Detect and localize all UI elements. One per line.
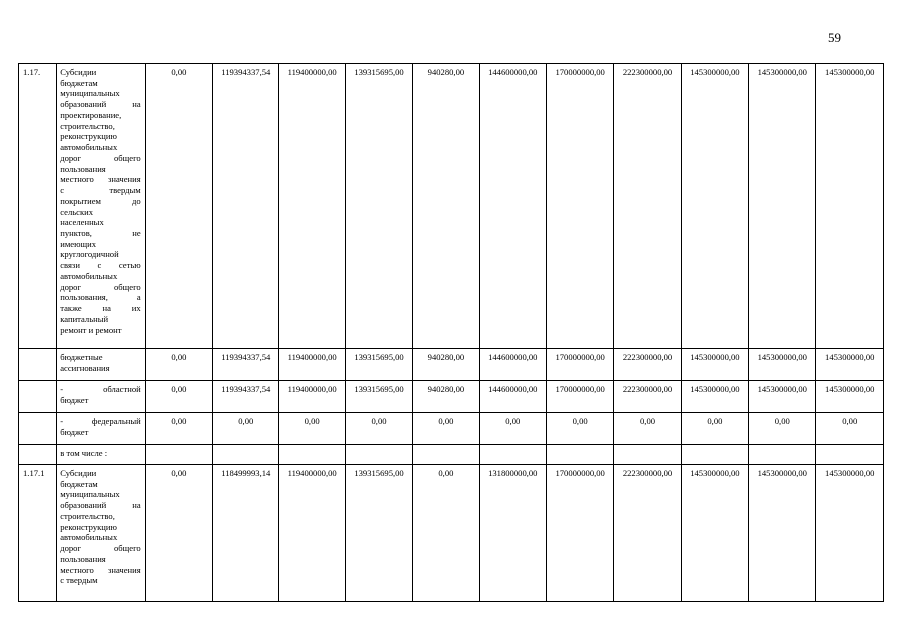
value-cell: 0,00 — [145, 381, 212, 413]
value-cell: 119400000,00 — [279, 381, 345, 413]
value-cell: 170000000,00 — [546, 465, 613, 602]
value-cell: 940280,00 — [413, 64, 479, 349]
value-cell: 119400000,00 — [279, 64, 345, 349]
value-cell: 119400000,00 — [279, 465, 345, 602]
table-row — [19, 349, 884, 381]
description-line: муниципальных — [60, 88, 120, 99]
value-cell: 145300000,00 — [681, 349, 748, 381]
description-line: пользования — [60, 553, 106, 564]
description-line: Субсидии — [60, 468, 97, 478]
value-cell: 119394337,54 — [213, 64, 279, 349]
value-cell: 139315695,00 — [345, 64, 412, 349]
value-cell: 144600000,00 — [479, 64, 546, 349]
value-cell: 170000000,00 — [546, 64, 613, 349]
value-cell: 940280,00 — [413, 349, 479, 381]
value-cell: 170000000,00 — [546, 381, 613, 413]
value-cell: 0,00 — [279, 413, 345, 445]
value-cell — [749, 445, 816, 465]
description-line: автомобильных — [60, 142, 118, 153]
description-line: автомобильных — [60, 532, 118, 543]
description-line: круглогодичной — [60, 249, 119, 260]
value-cell: 0,00 — [546, 413, 613, 445]
value-cell: 0,00 — [413, 465, 479, 602]
value-cell: 145300000,00 — [749, 381, 816, 413]
description-line: имеющих — [60, 238, 97, 249]
value-cell — [681, 445, 748, 465]
value-cell: 145300000,00 — [681, 381, 748, 413]
value-cell: 119400000,00 — [279, 349, 345, 381]
value-cell: 139315695,00 — [345, 381, 412, 413]
row-code — [19, 349, 57, 381]
description-line: реконструкцию — [60, 521, 117, 532]
row-code — [19, 413, 57, 445]
description-line: - федеральный — [60, 416, 141, 426]
value-cell: 139315695,00 — [345, 349, 412, 381]
value-cell: 0,00 — [145, 465, 212, 602]
value-cell: 222300000,00 — [614, 349, 681, 381]
description-line: автомобильных — [60, 270, 118, 281]
description-line: реконструкцию — [60, 131, 117, 142]
value-cell: 144600000,00 — [479, 349, 546, 381]
description-line: ремонт и ремонт — [60, 324, 122, 335]
page-number: 59 — [828, 30, 841, 45]
description-line: в том числе : — [60, 448, 108, 458]
value-cell: 145300000,00 — [681, 64, 748, 349]
value-cell — [479, 445, 546, 465]
value-cell — [279, 445, 345, 465]
description-line: проектирование, — [60, 109, 122, 120]
description-line: бюджетные — [60, 352, 103, 362]
description-line: бюджетам — [60, 77, 98, 88]
description-line: ассигнования — [60, 362, 110, 373]
description-line: пользования — [60, 163, 106, 174]
value-cell: 119394337,54 — [213, 381, 279, 413]
value-cell: 145300000,00 — [816, 381, 884, 413]
value-cell: 0,00 — [749, 413, 816, 445]
description-line: бюджет — [60, 426, 89, 437]
description-line: сельских — [60, 206, 94, 217]
description-line: - областной — [60, 384, 141, 394]
row-code: 1.17. — [19, 64, 57, 349]
value-cell: 0,00 — [816, 413, 884, 445]
value-cell — [614, 445, 681, 465]
description-line: капитальный — [60, 313, 109, 324]
value-cell: 144600000,00 — [479, 381, 546, 413]
value-cell — [145, 445, 212, 465]
value-cell: 131800000,00 — [479, 465, 546, 602]
description-line: бюджет — [60, 394, 89, 405]
description-line: дорог общего — [60, 281, 141, 292]
value-cell: 145300000,00 — [749, 465, 816, 602]
value-cell: 0,00 — [614, 413, 681, 445]
value-cell: 940280,00 — [413, 381, 479, 413]
row-description — [57, 445, 146, 465]
value-cell: 0,00 — [681, 413, 748, 445]
value-cell: 145300000,00 — [816, 64, 884, 349]
value-cell: 118499993,14 — [213, 465, 279, 602]
value-cell — [816, 445, 884, 465]
description-line: бюджетам — [60, 478, 98, 489]
value-cell: 170000000,00 — [546, 349, 613, 381]
description-line: образований на — [60, 99, 141, 110]
value-cell: 222300000,00 — [614, 64, 681, 349]
description-line: строительство, — [60, 120, 115, 131]
description-line: также на их — [60, 303, 141, 314]
description-line: пунктов, не — [60, 228, 141, 239]
description-line: связи с сетью — [60, 260, 141, 271]
value-cell: 119394337,54 — [213, 349, 279, 381]
value-cell: 0,00 — [213, 413, 279, 445]
value-cell: 0,00 — [413, 413, 479, 445]
description-line: с твердым — [60, 575, 98, 586]
row-code: 1.17.1 — [19, 465, 57, 602]
value-cell: 0,00 — [145, 413, 212, 445]
value-cell — [546, 445, 613, 465]
value-cell: 145300000,00 — [816, 349, 884, 381]
description-line: дорог общего — [60, 543, 141, 554]
description-line: местного значения — [60, 174, 141, 185]
value-cell: 0,00 — [145, 349, 212, 381]
description-line: образований на — [60, 500, 141, 511]
value-cell — [213, 445, 279, 465]
description-line: строительство, — [60, 510, 115, 521]
budget-table — [18, 63, 884, 602]
row-description — [57, 381, 146, 413]
table-row — [19, 465, 884, 602]
value-cell: 222300000,00 — [614, 381, 681, 413]
value-cell: 0,00 — [145, 64, 212, 349]
value-cell — [413, 445, 479, 465]
value-cell: 0,00 — [345, 413, 412, 445]
row-code — [19, 445, 57, 465]
row-description — [57, 413, 146, 445]
value-cell: 145300000,00 — [749, 64, 816, 349]
value-cell — [345, 445, 412, 465]
description-line: пользования, а — [60, 292, 141, 303]
description-line: муниципальных — [60, 489, 120, 500]
value-cell: 145300000,00 — [681, 465, 748, 602]
value-cell: 139315695,00 — [345, 465, 412, 602]
description-line: местного значения — [60, 564, 141, 575]
value-cell: 145300000,00 — [749, 349, 816, 381]
description-line: с твердым — [60, 185, 141, 196]
description-line: покрытием до — [60, 195, 141, 206]
row-code — [19, 381, 57, 413]
table-row — [19, 413, 884, 445]
description-line: Субсидии — [60, 67, 97, 77]
value-cell: 222300000,00 — [614, 465, 681, 602]
value-cell: 0,00 — [479, 413, 546, 445]
table-row — [19, 64, 884, 349]
row-description — [57, 465, 146, 602]
table-row — [19, 381, 884, 413]
description-line: дорог общего — [60, 152, 141, 163]
table-row — [19, 445, 884, 465]
description-line: населенных — [60, 217, 104, 228]
row-description — [57, 349, 146, 381]
value-cell: 145300000,00 — [816, 465, 884, 602]
row-description — [57, 64, 146, 349]
